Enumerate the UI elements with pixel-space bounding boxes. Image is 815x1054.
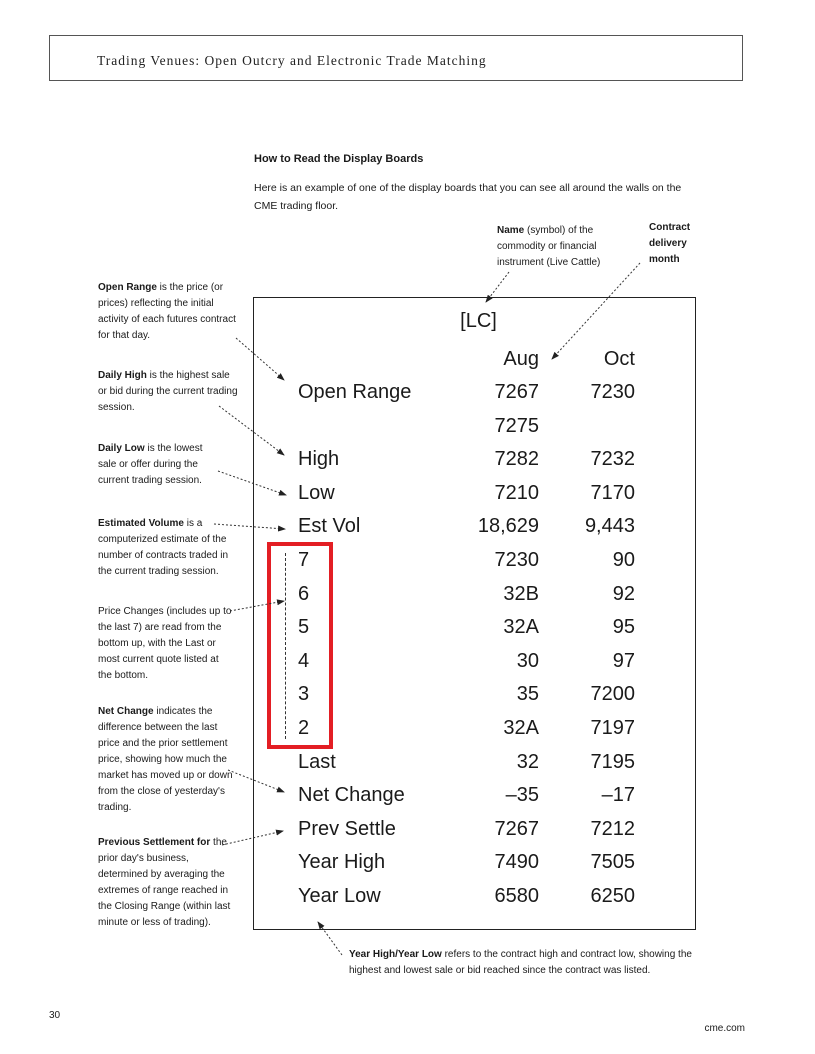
row-oct-value: 7195 [590, 750, 635, 773]
row-oct-value: –17 [601, 784, 635, 807]
row-oct-value: 95 [612, 616, 635, 639]
callout-daily-high-text: is the highest sale or bid during the current trading session. [98, 370, 238, 413]
row-label: Open Range [298, 381, 412, 403]
row-aug-value: 35 [516, 683, 539, 706]
row-oct-value: 7212 [590, 817, 635, 840]
row-label: Net Change [298, 784, 405, 807]
row-aug-value: 6580 [494, 885, 539, 907]
row-label: 3 [298, 683, 310, 706]
callout-prev-settle-term: Previous Settlement for [98, 837, 211, 848]
row-label: Low [298, 481, 335, 504]
section-title: How to Read the Display Boards [254, 153, 424, 165]
row-oct-value: 7230 [590, 381, 635, 403]
callout-year-high-low-term: Year High/Year Low [349, 949, 442, 960]
row-aug-value: 7267 [494, 381, 539, 403]
arrow-name [486, 272, 509, 302]
row-aug-value: 7210 [494, 481, 539, 504]
callout-daily-low-term: Daily Low [98, 443, 145, 454]
arrow-daily-high [219, 406, 284, 455]
row-oct-value: 92 [612, 582, 635, 605]
row-oct-value: 7232 [590, 448, 635, 471]
row-aug-value: 32B [503, 582, 539, 605]
row-oct-value: 97 [612, 649, 635, 672]
row-aug-value: 18,629 [477, 515, 539, 538]
callout-prev-settle-text: the prior day's business, determined by averaging the extremes of range reached in the Closing Range (within last minute or less of trading). [98, 837, 231, 928]
row-oct-value: 7505 [590, 851, 635, 874]
arrow-price-changes [230, 601, 284, 611]
footer-site: cme.com [704, 1023, 745, 1034]
arrow-daily-low [218, 471, 286, 495]
row-label: 2 [298, 717, 310, 739]
row-aug-value: 30 [516, 649, 539, 672]
row-label: 5 [298, 616, 310, 639]
callout-daily-high-term: Daily High [98, 370, 147, 381]
row-aug-value: 32A [503, 616, 539, 639]
row-aug-value: 7267 [494, 817, 539, 840]
row-aug-value: –35 [505, 784, 539, 807]
column-header-aug: Aug [503, 348, 539, 370]
column-header-oct: Oct [603, 348, 635, 370]
callout-est-volume-term: Estimated Volume [98, 518, 184, 529]
row-aug-value: 7275 [494, 414, 539, 437]
row-oct-value: 7200 [590, 683, 635, 706]
header-title: Trading Venues: Open Outcry and Electronic Trade Matching [97, 53, 487, 68]
arrow-prev-settle [222, 831, 283, 845]
board-symbol-text: [LC] [460, 310, 497, 332]
row-label: 6 [298, 582, 310, 605]
intro-paragraph: Here is an example of one of the display boards that you can see all around the walls on the CME trading floor. [254, 182, 682, 212]
row-oct-value: 7170 [590, 481, 635, 504]
callout-year-high-low-text: refers to the contract high and contract low, showing the highest and lowest sale or bid reached since the contract was listed. [349, 949, 692, 976]
callout-name-text: (symbol) of the commodity or financial instrument (Live Cattle) [497, 225, 601, 268]
callout-price-changes-text: Price Changes (includes up to the last 7) are read from the bottom up, with the Last or most current quote listed at the bottom. [98, 606, 232, 681]
callout-daily-low-text: is the lowest sale or offer during the current trading session. [98, 443, 203, 486]
row-label: Last [298, 750, 336, 773]
row-aug-value: 32 [516, 750, 539, 773]
row-aug-value: 7282 [494, 448, 539, 471]
arrow-est-volume [214, 524, 285, 529]
row-aug-value: 7490 [494, 851, 539, 874]
callout-name-term: Name [497, 225, 525, 236]
row-oct-value: 90 [612, 549, 635, 571]
row-aug-value: 32A [503, 717, 539, 739]
callout-contract-month-term: Contract delivery month [649, 222, 691, 265]
page-number: 30 [49, 1010, 61, 1021]
callout-net-change-text: indicates the difference between the last price and the prior settlement price, showing how much the market has moved up or down from the close of yesterday's trading. [98, 706, 233, 813]
arrow-open-range [236, 338, 284, 380]
row-oct-value: 6250 [590, 885, 635, 907]
callout-open-range-text: is the price (or prices) reflecting the initial activity of each futures contract for that day. [98, 282, 236, 341]
row-label: Prev Settle [298, 817, 396, 840]
row-label: Year High [298, 851, 386, 874]
row-label: Year Low [298, 885, 381, 907]
row-oct-value: 9,443 [584, 515, 635, 538]
row-label: High [298, 448, 340, 471]
row-aug-value: 7230 [494, 549, 539, 571]
row-oct-value: 7197 [590, 717, 635, 739]
callout-est-volume-text: is a computerized estimate of the number of contracts traded in the current trading session. [98, 518, 229, 577]
arrow-year-high-low [318, 922, 342, 955]
callout-open-range-term: Open Range [98, 282, 157, 293]
row-label: 4 [298, 649, 310, 672]
row-label: Est Vol [298, 515, 361, 538]
arrow-contract-month [552, 263, 640, 359]
callout-net-change-term: Net Change [98, 706, 154, 717]
row-label: 7 [298, 549, 310, 571]
arrow-net-change [228, 770, 284, 792]
